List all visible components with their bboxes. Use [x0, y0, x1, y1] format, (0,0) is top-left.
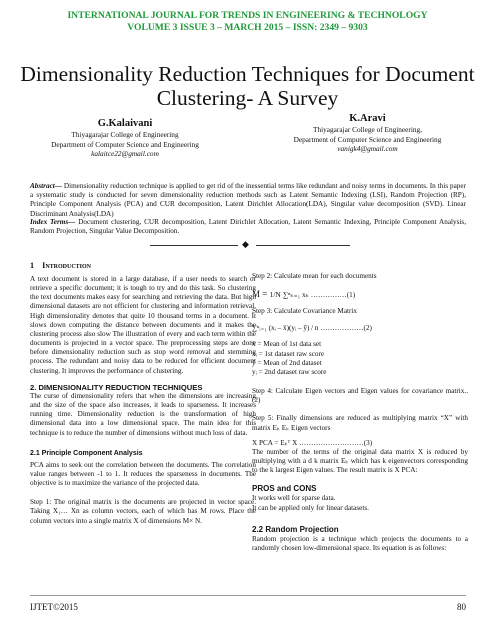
journal-volume: VOLUME 3 ISSUE 3 – MARCH 2015 – ISSN: 2349 – 9303	[127, 22, 368, 33]
variable-definitions	[252, 340, 468, 377]
paper-title-line-1: Dimensionality Reduction Techniques for Document	[20, 62, 475, 86]
author-email: vanigk4@gmail.com	[337, 144, 398, 154]
author-affiliation: Thiyagarajar College of Engineering	[71, 130, 179, 139]
subsection-2-2-text: Random projection is a technique which projects the documents to a randomly chosen low-dimensional space. Its equation is as follows:	[252, 534, 468, 552]
section-number: 1	[30, 261, 35, 270]
section-heading-2: 2. DIMENSIONALITY REDUCTION TECHNIQUES	[30, 382, 203, 392]
abstract-label: Abstract—	[30, 182, 62, 190]
subsection-heading-2-1: 2.1 Principle Component Analysis	[30, 449, 143, 457]
journal-name: INTERNATIONAL JOURNAL FOR TRENDS IN ENGINEERING & TECHNOLOGY	[67, 10, 428, 21]
section-2-text: The curse of dimensionality refers that when the dimensions are increasing and the size of the space also increases, it leads to sparseness. It increases running time. Dimensionality reduction is the transformation of high dimensional data into a low dimensional space. The main idea for this technique is to reduce the number of dimensions without much loss of data.	[30, 391, 256, 437]
author-block-2	[255, 112, 480, 154]
footer-rule	[30, 595, 466, 596]
step-4-text: Step 4: Calculate Eigen vectors and Eigen values for covariance matrix..(2)	[252, 387, 468, 405]
author-department: Department of Computer Science and Engineering	[293, 134, 442, 144]
author-name: K.Aravi	[349, 113, 386, 124]
equation-1-lhs: M =	[252, 289, 270, 300]
equation-1-sum: 1/N ∑ⁿₖ₌₁ xₖ	[269, 290, 309, 300]
equation-1-number: ……………(1)	[309, 291, 356, 300]
variable-definition: xᵢ = 1st dataset raw score	[252, 349, 325, 358]
section-heading-introduction	[30, 260, 256, 272]
divider-line-right	[256, 245, 350, 246]
equation-3: X PCA = Eₖᵀ X ………………………(3)	[252, 438, 373, 447]
step-1-text: Step 1: The original matrix is the documents are projected in vector space. Taking X₁… Xn as column vectors, each of which has M rows. Place the column vectors into a single matrix X of dimensions M× N.	[30, 498, 256, 525]
step-5-result-text: The number of the terms of the original data matrix X is reduced by multiplying with a d k matrix Eₖ which has k eigenvectors corresponding to the k largest Eigen values. The result matrix is X PCA:	[252, 447, 468, 475]
section-divider	[150, 240, 350, 250]
index-terms-label: Index Terms—	[30, 218, 76, 226]
author-department: Department of Computer Science and Engineering	[51, 139, 199, 149]
abstract-text: Dimensionality reduction technique is applied to get rid of the inessential terms like redundant and noisy terms in documents. In this paper a systematic study is conducted for seven dimensionality reduction methods such as Latent Semantic Indexing (LSI), Random Projection (RP), Principle Component Analysis (PCA) and CUR decomposition, Latent Dirichlet Allocation(LDA), Singular value decomposition (SVD). Linear Discriminant Analysis(LDA)	[30, 182, 466, 218]
pros-cons-heading: PROS and CONS	[252, 484, 317, 494]
page-number: 80	[457, 602, 466, 612]
divider-line-left	[150, 245, 238, 246]
index-terms-text: Document clustering, CUR decomposition, Latent Dirichlet Allocation, Latent Semantic Indexing, Principle Component Analysis, Random Projection, Singular Value Decomposition.	[30, 218, 466, 236]
equation-1	[252, 289, 468, 301]
author-affiliation: Thiyagarajar College of Engineering,	[312, 125, 422, 134]
step-5-text: Step 5: Finally dimensions are reduced as multiplying matrix “X” with matrix Eₖ Eₖ Eigen vectors	[252, 414, 468, 432]
right-column	[252, 272, 468, 553]
index-terms	[30, 218, 466, 236]
subsection-heading-2-2: 2.2 Random Projection	[252, 524, 339, 534]
section-title: Introduction	[42, 261, 91, 270]
paper-title-line-2: Clustering- A Survey	[156, 86, 339, 110]
abstract	[30, 182, 466, 219]
cons-item: It can be applied only for linear datasets.	[252, 503, 369, 512]
introduction-text: A text document is stored in a large database, if a user needs to search or retrieve a specific document; it is tough to try and do this task. So clustering the text documents makes easy for searching and retrieving the data. But high dimensional datasets are not efficient for clustering and information retrieval. High dimensionality denotes that quite 10 thousand terms in a document. It slows down computing the distance between documents and it makes the clustering process also slow The illustration of every and each term within the documents is projected in a vector space. The preprocessing steps are done before dimensionality reduction such as stop word removal and stemming process. The redundant and noisy data to be reduced for efficient document clustering. It improves the performance of clustering.	[30, 275, 256, 375]
equation-2	[252, 324, 468, 333]
divider-diamond-icon: ◆	[242, 239, 249, 249]
footer-copyright: IJTET©2015	[30, 602, 78, 612]
variable-definition: x̄ = Mean of 1st data set	[252, 340, 322, 349]
pros-item: It works well for sparse data.	[252, 494, 336, 503]
step-2-text: Step 2: Calculate mean for each documents	[252, 272, 377, 280]
left-column	[30, 260, 256, 526]
author-block-1	[20, 117, 230, 159]
variable-definition: yᵢ = 2nd dataset raw score	[252, 367, 327, 376]
equation-2-body: ∑ⁿᵢ₌₁ (xᵢ – x̄)(yᵢ – ȳ) / n	[252, 324, 319, 333]
paper-title	[0, 62, 495, 110]
step-3-text: Step 3: Calculate Covariance Matrix	[252, 307, 357, 316]
variable-definition: ȳ = Mean of 2nd dataset	[252, 358, 322, 367]
author-email: kalaitce22@gmail.com	[91, 149, 159, 159]
author-name: G.Kalaivani	[97, 118, 153, 129]
subsection-2-1-text: PCA aims to seek out the correlation between the documents. The correlation value ranges between -1 to 1. It reduces the sparseness in documents. The objective is to maximize the variance of the projected data.	[30, 460, 256, 488]
equation-2-number: ………………(2)	[318, 324, 372, 333]
